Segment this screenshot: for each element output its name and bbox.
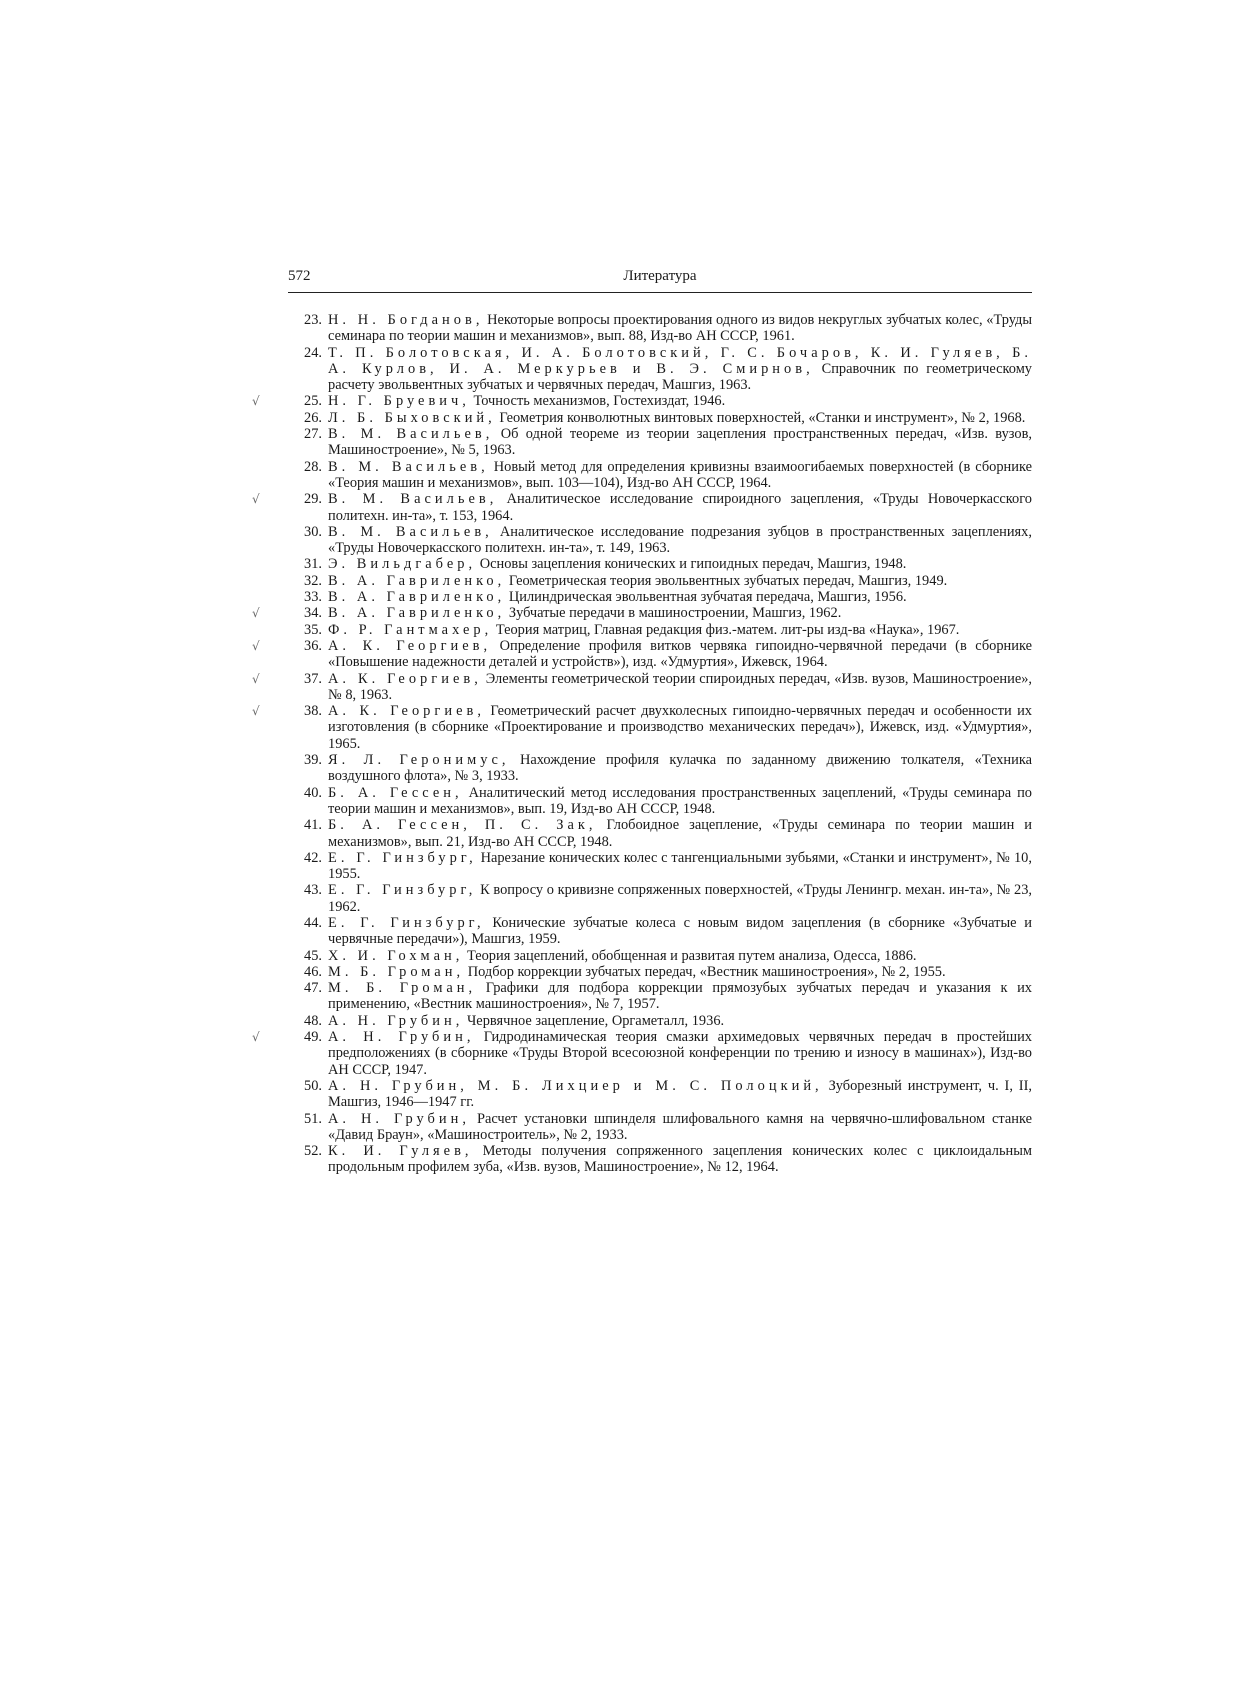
reference-item: [288, 589, 1032, 605]
reference-number: 45.: [304, 947, 322, 964]
reference-text: Геометрия конволютных винтовых поверхностей, «Станки и инструмент», № 2, 1968.: [499, 409, 1026, 426]
reference-item: [288, 915, 1032, 948]
reference-item: [288, 850, 1032, 883]
reference-text: Методы получения сопряженного зацепления конических колес с циклоидальным продольным профилем зуба, «Изв. вузов, Машиностроение», № 12, 1964.: [328, 1143, 1032, 1176]
reference-number: 47.: [304, 980, 322, 997]
margin-checkmark-icon: √: [252, 638, 260, 653]
reference-text: Справочник по геометрическому расчету эвольвентных зубчатых и червячных передач, Машгиз, 1963.: [328, 360, 1032, 394]
reference-author: Б. А. Гессен,: [328, 784, 463, 801]
reference-text: К вопросу о кривизне сопряженных поверхностей, «Труды Ленингр. механ. ин-та», № 23, 1962.: [328, 882, 1032, 915]
reference-number: 27.: [304, 426, 322, 443]
reference-number: 24.: [304, 344, 322, 361]
reference-text: Подбор коррекции зубчатых передач, «Вестник машиностроения», № 2, 1955.: [467, 963, 946, 980]
reference-author: К. И. Гуляев,: [328, 1143, 473, 1160]
reference-item: [252, 670, 1032, 704]
reference-text: Глобоидное зацепление, «Труды семинара по теории машин и механизмов», вып. 21, Изд-во АН СССР, 1948.: [328, 817, 1032, 850]
reference-item: [288, 1143, 1032, 1176]
reference-author: В. А. Гавриленко,: [328, 589, 506, 606]
reference-text: Нахождение профиля кулачка по заданному движению толкателя, «Техника воздушного флота», № 3, 1933.: [328, 752, 1032, 785]
reference-item: [252, 393, 1032, 410]
reference-number: 26.: [304, 409, 322, 426]
reference-number: 38.: [304, 703, 322, 720]
reference-item: [288, 785, 1032, 818]
reference-author: Н. Н. Богданов,: [328, 312, 484, 328]
reference-text: Аналитический метод исследования пространственных зацеплений, «Труды семинара по теории машин и механизмов», вып. 19, Изд-во АН СССР, 1948.: [328, 784, 1032, 817]
reference-author: А. Н. Грубин,: [328, 1012, 464, 1029]
reference-author: Я. Л. Геронимус,: [328, 752, 510, 769]
reference-item: [252, 703, 1032, 752]
reference-item: [288, 622, 1032, 638]
reference-number: 51.: [304, 1110, 322, 1127]
reference-author: Н. Г. Бруевич,: [328, 393, 470, 410]
reference-text: Нарезание конических колес с тангенциальными зубьями, «Станки и инструмент», № 10, 1955.: [328, 849, 1032, 883]
reference-item: [288, 980, 1032, 1013]
reference-text: Зуборезный инструмент, ч. I, II, Машгиз, 1946—1947 гг.: [328, 1077, 1032, 1111]
reference-item: [288, 556, 1032, 572]
reference-author: Т. П. Болотовская, И. А. Болотовский, Г. С. Бочаров, К. И. Гуляев, Б. А. Курлов, И. А. Меркурьев и В. Э. Смирнов,: [328, 344, 1032, 377]
reference-author: М. Б. Громан,: [328, 963, 465, 980]
reference-number: 36.: [304, 637, 322, 654]
reference-text: Теория матриц, Главная редакция физ.-матем. лит-ры изд-ва «Наука», 1967.: [495, 621, 960, 638]
reference-author: А. К. Георгиев,: [328, 670, 482, 687]
reference-item: [288, 817, 1032, 850]
reference-item: [288, 964, 1032, 980]
reference-number: 42.: [304, 849, 322, 866]
reference-number: 48.: [304, 1012, 322, 1029]
reference-author: Л. Б. Быховский,: [328, 409, 496, 426]
reference-number: 37.: [304, 670, 322, 687]
reference-author: В. М. Васильев,: [328, 426, 494, 443]
reference-author: Э. Вильдгабер,: [328, 556, 477, 573]
reference-author: А. К. Георгиев,: [328, 637, 492, 654]
reference-number: 32.: [304, 572, 322, 589]
reference-author: Е. Г. Гинзбург,: [328, 849, 477, 866]
margin-checkmark-icon: √: [252, 492, 260, 507]
reference-text: Точность механизмов, Гостехиздат, 1946.: [473, 393, 726, 410]
reference-number: 41.: [304, 817, 322, 834]
reference-author: В. А. Гавриленко,: [328, 605, 506, 622]
reference-number: 25.: [304, 393, 322, 410]
reference-number: 39.: [304, 752, 322, 769]
reference-author: Е. Г. Гинзбург,: [328, 882, 477, 899]
reference-text: Зубчатые передачи в машиностроении, Машгиз, 1962.: [508, 605, 842, 622]
reference-number: 28.: [304, 458, 322, 475]
reference-number: 52.: [304, 1143, 322, 1160]
reference-list: [252, 312, 1032, 1176]
reference-item: [252, 1029, 1032, 1078]
reference-item: [288, 752, 1032, 785]
reference-text: Геометрический расчет двухколесных гипоидно-червячных передач и особенности их изготовления (в сборнике «Проектирование и производство механических передач»), Ижевск, изд. «Удмуртия», 1965.: [328, 703, 1032, 752]
reference-text: Геометрическая теория эвольвентных зубчатых передач, Машгиз, 1949.: [508, 572, 948, 589]
reference-author: В. А. Гавриленко,: [328, 572, 506, 589]
reference-number: 49.: [304, 1029, 322, 1046]
reference-text: Основы зацепления конических и гипоидных передач, Машгиз, 1948.: [479, 556, 907, 573]
reference-author: Е. Г. Гинзбург,: [328, 914, 485, 931]
reference-author: А. К. Георгиев,: [328, 703, 485, 720]
reference-item: [288, 312, 1032, 345]
running-header: [288, 268, 1032, 293]
margin-checkmark-icon: √: [252, 606, 260, 621]
reference-number: 40.: [304, 784, 322, 801]
reference-number: 31.: [304, 556, 322, 573]
reference-author: Ф. Р. Гантмахер,: [328, 621, 493, 638]
reference-author: Б. А. Гессен, П. С. Зак,: [328, 817, 597, 834]
reference-item: [288, 1078, 1032, 1111]
reference-text: Червячное зацепление, Оргаметалл, 1936.: [466, 1012, 725, 1029]
reference-author: В. М. Васильев,: [328, 523, 493, 540]
reference-item: [288, 882, 1032, 915]
reference-item: [288, 573, 1032, 589]
reference-item: [288, 1013, 1032, 1029]
reference-text: Гидродинамическая теория смазки архимедовых червячных передач в простейших предположениях (в сборнике «Труды Второй всесоюзной конференции по трению и износу в машинах»), Изд-во АН СССР, 1947.: [328, 1029, 1032, 1078]
reference-item: [288, 426, 1032, 459]
reference-author: А. Н. Грубин,: [328, 1029, 475, 1046]
reference-item: [252, 605, 1032, 622]
reference-number: 34.: [304, 605, 322, 622]
reference-number: 30.: [304, 523, 322, 540]
reference-author: А. Н. Грубин,: [328, 1110, 470, 1127]
reference-item: [288, 410, 1032, 426]
reference-item: [288, 1111, 1032, 1144]
reference-number: 35.: [304, 621, 322, 638]
reference-item: [288, 524, 1032, 557]
page-number: 572: [288, 268, 311, 284]
reference-author: Х. И. Гохман,: [328, 947, 464, 964]
reference-number: 23.: [304, 312, 322, 328]
reference-author: М. Б. Громан,: [328, 980, 477, 997]
reference-number: 33.: [304, 589, 322, 606]
reference-number: 46.: [304, 963, 322, 980]
reference-number: 29.: [304, 491, 322, 508]
reference-text: Новый метод для определения кривизны взаимоогибаемых поверхностей (в сборнике «Теория машин и механизмов», вып. 103—104), Изд-во АН СССР, 1964.: [328, 458, 1032, 491]
reference-text: Некоторые вопросы проектирования одного из видов некруглых зубчатых колес, «Труды семинара по теории машин и механизмов», вып. 88, Изд-во АН СССР, 1961.: [328, 312, 1032, 345]
reference-text: Конические зубчатые колеса с новым видом зацепления (в сборнике «Зубчатые и червячные передачи»), Машгиз, 1959.: [328, 914, 1032, 948]
margin-checkmark-icon: √: [252, 671, 260, 686]
reference-author: А. Н. Грубин, М. Б. Лихциер и М. С. Полоцкий,: [328, 1077, 823, 1094]
reference-number: 44.: [304, 914, 322, 931]
reference-text: Аналитическое исследование подрезания зубцов в пространственных зацеплениях, «Труды Новочеркасского политехн. ин-та», т. 149, 1963.: [328, 523, 1032, 557]
running-title: Литература: [623, 268, 697, 284]
reference-item: [288, 345, 1032, 394]
reference-text: Графики для подбора коррекции прямозубых зубчатых передач и указания к их применению, «Вестник машиностроения», № 7, 1957.: [328, 980, 1032, 1013]
reference-text: Элементы геометрической теории спироидных передач, «Изв. вузов, Машиностроение», № 8, 1963.: [328, 670, 1032, 703]
reference-text: Об одной теореме из теории зацепления пространственных передач, «Изв. вузов, Машиностроение», № 5, 1963.: [328, 426, 1032, 459]
reference-number: 43.: [304, 882, 322, 899]
reference-item: [252, 637, 1032, 671]
reference-author: В. М. Васильев,: [328, 458, 489, 475]
reference-text: Цилиндрическая эвольвентная зубчатая передача, Машгиз, 1956.: [508, 589, 907, 606]
reference-item: [288, 459, 1032, 492]
reference-item: [288, 948, 1032, 964]
margin-checkmark-icon: √: [252, 704, 260, 719]
reference-text: Определение профиля витков червяка гипоидно-червячной передачи (в сборнике «Повышение надежности деталей и устройств»), изд. «Удмуртия», Ижевск, 1964.: [328, 637, 1032, 671]
reference-author: В. М. Васильев,: [328, 491, 498, 508]
reference-text: Аналитическое исследование спироидного зацепления, «Труды Новочеркасского политехн. ин-та», т. 153, 1964.: [328, 491, 1032, 524]
reference-text: Теория зацеплений, обобщенная и развитая путем анализа, Одесса, 1886.: [466, 947, 917, 964]
reference-text: Расчет установки шпинделя шлифовального камня на червячно-шлифовальном станке «Давид Браун», «Машиностроитель», № 2, 1933.: [328, 1110, 1032, 1143]
reference-number: 50.: [304, 1077, 322, 1094]
reference-item: [252, 491, 1032, 524]
margin-checkmark-icon: √: [252, 1030, 260, 1045]
margin-checkmark-icon: √: [252, 394, 260, 409]
